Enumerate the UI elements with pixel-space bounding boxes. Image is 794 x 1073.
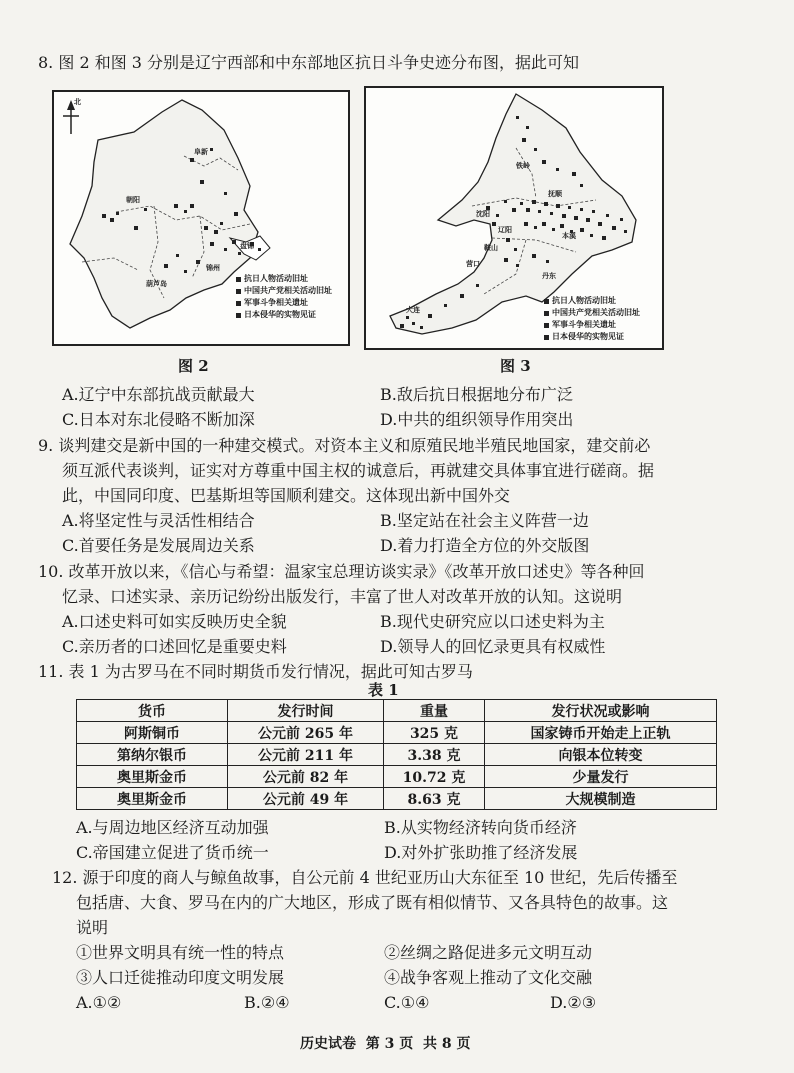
q10-stem-line: 忆录、口述实录、亲历记纷纷出版发行，丰富了世人对改革开放的认知。这说明: [62, 587, 623, 606]
q9-stem-line: 此，中国同印度、巴基斯坦等国顺利建交。这体现出新中国外交: [62, 486, 511, 505]
q10-option-a[interactable]: A.口述史料可如实反映历史全貌: [62, 612, 287, 631]
place-tieling: 铁岭: [516, 162, 530, 170]
table-cell: 公元前 82 年: [228, 766, 384, 788]
table-cell: 向银本位转变: [485, 744, 717, 766]
q8-option-d[interactable]: D.中共的组织领导作用突出: [380, 410, 574, 429]
legend-item: 抗日人物活动旧址: [236, 272, 332, 284]
table-cell: 大规模制造: [485, 788, 717, 810]
legend-marker-icon: [544, 299, 549, 304]
q9-option-a[interactable]: A.将坚定性与灵活性相结合: [62, 511, 255, 530]
q12-stem-line: 说明: [76, 918, 109, 937]
figure-3-legend: [544, 294, 640, 342]
q10-option-b[interactable]: B.现代史研究应以口述史料为主: [380, 612, 605, 631]
place-dalian: 大连: [406, 306, 420, 314]
table-header: 货币: [77, 700, 228, 722]
table-cell: 国家铸币开始走上正轨: [485, 722, 717, 744]
place-anshan: 鞍山: [484, 244, 498, 252]
legend-item: 军事斗争相关遗址: [544, 318, 640, 330]
table-header: 发行时间: [228, 700, 384, 722]
q9-option-d[interactable]: D.着力打造全方位的外交版图: [380, 536, 590, 555]
q11-option-a[interactable]: A.与周边地区经济互动加强: [76, 818, 269, 837]
q12-statement-1: ①世界文明具有统一性的特点: [76, 943, 285, 962]
q10-option-c[interactable]: C.亲历者的口述回忆是重要史料: [62, 637, 287, 656]
place-chaoyang: 朝阳: [126, 196, 140, 204]
table-header-row: [77, 700, 717, 722]
place-fuxin: 阜新: [194, 148, 208, 156]
table-cell: 公元前 49 年: [228, 788, 384, 810]
legend-marker-icon: [544, 311, 549, 316]
q11-option-d[interactable]: D.对外扩张助推了经济发展: [384, 843, 578, 862]
legend-item: 抗日人物活动旧址: [544, 294, 640, 306]
table-cell: 第纳尔银币: [77, 744, 228, 766]
figure-2-map: [52, 90, 350, 346]
legend-item: 中国共产党相关活动旧址: [236, 284, 332, 296]
legend-marker-icon: [544, 335, 549, 340]
q11-option-c[interactable]: C.帝国建立促进了货币统一: [76, 843, 269, 862]
q8-option-b[interactable]: B.敌后抗日根据地分布广泛: [380, 385, 573, 404]
figure-3-caption: 图 3: [500, 357, 531, 375]
legend-marker-icon: [236, 301, 241, 306]
legend-item: 军事斗争相关遗址: [236, 296, 332, 308]
q9-stem-line: 须互派代表谈判，证实对方尊重中国主权的诚意后，再就建交具体事宜进行磋商。据: [62, 461, 655, 480]
table-1: [76, 699, 717, 810]
table-row: [77, 788, 717, 810]
legend-item: 中国共产党相关活动旧址: [544, 306, 640, 318]
q8-option-a[interactable]: A.辽宁中东部抗战贡献最大: [62, 385, 255, 404]
legend-marker-icon: [236, 289, 241, 294]
legend-marker-icon: [236, 313, 241, 318]
figure-2-legend: [236, 272, 332, 320]
table-cell: 10.72 克: [384, 766, 485, 788]
figure-3-map: [364, 86, 664, 350]
legend-item: 日本侵华的实物见证: [544, 330, 640, 342]
table-cell: 阿斯铜币: [77, 722, 228, 744]
place-dandong: 丹东: [542, 272, 556, 280]
table-row: [77, 722, 717, 744]
q12-option-a[interactable]: A.①②: [76, 993, 122, 1012]
legend-item: 日本侵华的实物见证: [236, 308, 332, 320]
place-huludao: 葫芦岛: [146, 280, 167, 288]
q11-stem: 11. 表 1 为古罗马在不同时期货币发行情况，据此可知古罗马: [38, 662, 473, 681]
table-cell: 3.38 克: [384, 744, 485, 766]
q12-option-d[interactable]: D.②③: [550, 993, 597, 1012]
table-header: 发行状况或影响: [485, 700, 717, 722]
q12-option-c[interactable]: C.①④: [384, 993, 430, 1012]
place-shenyang: 沈阳: [476, 210, 490, 218]
q8-option-c[interactable]: C.日本对东北侵略不断加深: [62, 410, 255, 429]
q12-statement-3: ③人口迁徙推动印度文明发展: [76, 968, 285, 987]
page-footer: 历史试卷 第 3 页 共 8 页: [300, 1036, 471, 1052]
q12-stem-line: 包括唐、大食、罗马在内的广大地区，形成了既有相似情节、又各具特色的故事。这: [76, 893, 669, 912]
q10-option-d[interactable]: D.领导人的回忆录更具有权威性: [380, 637, 606, 656]
place-panjin: 盘锦: [240, 242, 254, 250]
place-fushun: 抚顺: [548, 190, 562, 198]
q9-option-b[interactable]: B.坚定站在社会主义阵营一边: [380, 511, 589, 530]
q11-option-b[interactable]: B.从实物经济转向货币经济: [384, 818, 577, 837]
table-cell: 奥里斯金币: [77, 788, 228, 810]
q9-stem-line: 9. 谈判建交是新中国的一种建交模式。对资本主义和原殖民地半殖民地国家，建交前必: [38, 436, 651, 455]
legend-marker-icon: [236, 277, 241, 282]
q9-option-c[interactable]: C.首要任务是发展周边关系: [62, 536, 255, 555]
table-header: 重量: [384, 700, 485, 722]
legend-marker-icon: [544, 323, 549, 328]
place-benxi: 本溪: [562, 232, 576, 240]
place-liaoyang: 辽阳: [498, 226, 512, 234]
q12-stem-line: 12. 源于印度的商人与鲸鱼故事，自公元前 4 世纪亚历山大东征至 10 世纪，先后传播至: [52, 868, 678, 887]
place-jinzhou: 锦州: [206, 264, 220, 272]
table-cell: 公元前 211 年: [228, 744, 384, 766]
q8-stem: 8. 图 2 和图 3 分别是辽宁西部和中东部地区抗日斗争史迹分布图，据此可知: [38, 53, 580, 72]
q12-statement-2: ②丝绸之路促进多元文明互动: [384, 943, 593, 962]
table-1-title: 表 1: [368, 681, 399, 699]
table-cell: 325 克: [384, 722, 485, 744]
figure-2-caption: 图 2: [178, 357, 209, 375]
table-cell: 8.63 克: [384, 788, 485, 810]
north-label: 北: [74, 98, 81, 106]
q10-stem-line: 10. 改革开放以来，《信心与希望：温家宝总理访谈实录》《改革开放口述史》等各种回: [38, 562, 645, 581]
table-cell: 公元前 265 年: [228, 722, 384, 744]
west-liaoning-outline: [70, 100, 258, 328]
q12-statement-4: ④战争客观上推动了文化交融: [384, 968, 593, 987]
table-row: [77, 744, 717, 766]
place-yingkou: 营口: [466, 260, 480, 268]
table-row: [77, 766, 717, 788]
q12-option-b[interactable]: B.②④: [244, 993, 290, 1012]
table-cell: 奥里斯金币: [77, 766, 228, 788]
table-cell: 少量发行: [485, 766, 717, 788]
